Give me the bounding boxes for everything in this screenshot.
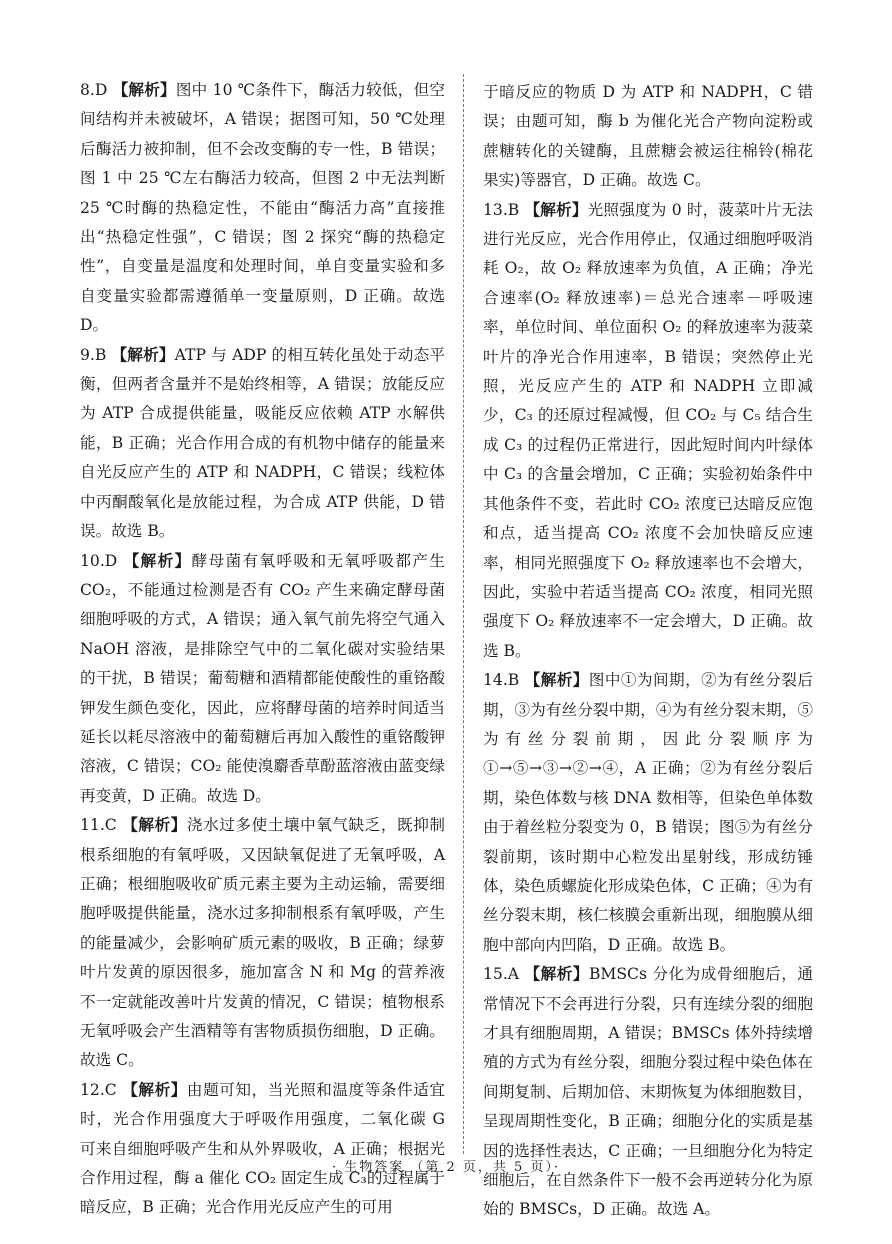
item-number: 12.C [80, 1080, 117, 1099]
item-number: 14.B [483, 671, 520, 690]
answer-item-9 [80, 341, 445, 547]
item-number: 10.D [80, 551, 118, 570]
analysis-tag: 【解析】 [123, 551, 192, 570]
item-number: 8.D [80, 81, 108, 99]
answer-item-11 [80, 811, 445, 1076]
item-text: ATP 与 ADP 的相互转化虽处于动态平衡，但两者含量并不是始终相等，A 错误；放能反应为 ATP 合成提供能量，吸能反应依赖 ATP 水解供能，B 正确；光合作用合成的有机物中储存的能量来自光反应产生的 ATP 和 NADPH，C 错误；线粒体中丙酮酸氧化是放能过程，为合成 ATP 供能，D 错误。故选 B。 [80, 345, 445, 541]
analysis-tag: 【解析】 [524, 671, 589, 690]
answer-item-10 [80, 547, 445, 812]
answer-item-8 [80, 76, 445, 341]
item-number: 15.A [483, 965, 520, 984]
answer-item-14 [483, 666, 813, 960]
left-column [80, 76, 445, 1223]
item-number: 9.B [80, 345, 107, 364]
answer-item-12-continuation: 于暗反应的物质 D 为 ATP 和 NADPH，C 错误；由题可知，酶 b 为催化光合产物向淀粉或蔗糖转化的关键酶，且蔗糖会被运往棉铃(棉花果实)等器官，D 正确。故选 C。 [483, 83, 813, 190]
item-number: 13.B [483, 200, 520, 219]
analysis-tag: 【解析】 [111, 345, 175, 364]
answer-item-15 [483, 960, 813, 1225]
analysis-tag: 【解析】 [524, 200, 588, 219]
item-text: 酵母菌有氧呼吸和无氧呼吸都产生 CO₂，不能通过检测是否有 CO₂ 产生来确定酵母菌细胞呼吸的方式，A 错误；通入氧气前先将空气通入 NaOH 溶液，是排除空气中的二氧化碳对实验结果的干扰，B 错误；葡萄糖和酒精都能使酸性的重铬酸钾发生颜色变化，因此，应将酵母菌的培养时间适当延长以耗尽溶液中的葡萄糖后再加入酸性的重铬酸钾溶液，C 错误；CO₂ 能使溴麝香草酚蓝溶液由蓝变绿再变黄，D 正确。故选 D。 [80, 551, 445, 805]
right-column [483, 78, 813, 1225]
answer-item-12 [80, 1076, 445, 1223]
item-number: 11.C [80, 816, 117, 835]
item-text: 图中 10 ℃条件下，酶活力较低，但空间结构并未被破坏，A 错误；据图可知，50 ℃处理后酶活力被抑制，但不会改变酶的专一性，B 错误；图 1 中 25 ℃左右酶活力较高，但图 2 中无法判断25 ℃时酶的热稳定性，不能由“酶活力高”直接推出“热稳定性强”，C 错误；图 2 探究“酶的热稳定性”，自变量是温度和处理时间，单自变量实验和多自变量实验都需遵循单一变量原则，D 正确。故选 D。 [80, 81, 445, 335]
analysis-tag: 【解析】 [122, 816, 187, 835]
column-divider [463, 74, 464, 1154]
analysis-tag: 【解析】 [524, 965, 589, 984]
item-text: BMSCs 分化为成骨细胞后，通常情况下不会再进行分裂，只有连续分裂的细胞才具有细胞周期，A 错误；BMSCs 体外持续增殖的方式为有丝分裂，细胞分裂过程中染色体在间期复制、后期加倍、末期恢复为体细胞数目，呈现周期性变化，B 正确；细胞分化的实质是基因的选择性表达，C 正确；一旦细胞分化为特定细胞后，在自然条件下一般不会再逆转分化为原始的 BMSCs，D 正确。故选 A。 [483, 965, 813, 1219]
item-text: 由题可知，当光照和温度等条件适宜时，光合作用强度大于呼吸作用强度，二氧化碳 G 可来自细胞呼吸产生和从外界吸收，A 正确；根据光合作用过程，酶 a 催化 CO₂ 固定生成 C₃的过程属于暗反应，B 正确；光合作用光反应产生的可用 [80, 1080, 445, 1217]
page-footer: · 生物答案 （第 2 页，共 5 页）· [331, 1160, 561, 1175]
item-text: 浇水过多使土壤中氧气缺乏，既抑制根系细胞的有氧呼吸，又因缺氧促进了无氧呼吸，A 正确；根细胞吸收矿质元素主要为主动运输，需要细胞呼吸提供能量，浇水过多抑制根系有氧呼吸，产生的能量减少，会影响矿质元素的吸收，B 正确；绿萝叶片发黄的原因很多，施加富含 N 和 Mg 的营养液不一定就能改善叶片发黄的情况，C 错误；植物根系无氧呼吸会产生酒精等有害物质损伤细胞，D 正确。故选 C。 [80, 816, 445, 1070]
analysis-tag: 【解析】 [112, 81, 176, 99]
item-text: 图中①为间期，②为有丝分裂后期，③为有丝分裂中期，④为有丝分裂末期，⑤为有丝分裂前期，因此分裂顺序为①→⑤→③→②→④，A 正确；②为有丝分裂后期，染色体数与核 DNA 数相等，但染色单体数由于着丝粒分裂变为 0，B 错误；图⑤为有丝分裂前期，该时期中心粒发出星射线，形成纺锤体，染色质螺旋化形成染色体，C 正确；④为有丝分裂末期，核仁核膜会重新出现，细胞膜从细胞中部向内凹陷，D 正确。故选 B。 [483, 671, 813, 954]
item-text: 光照强度为 0 时，菠菜叶片无法进行光反应，光合作用停止，仅通过细胞呼吸消耗 O₂，故 O₂ 释放速率为负值，A 正确；净光合速率(O₂ 释放速率)＝总光合速率－呼吸速率，单位时间、单位面积 O₂ 的释放速率为菠菜叶片的净光合作用速率，B 错误；突然停止光照，光反应产生的 ATP 和 NADPH 立即减少，C₃ 的还原过程减慢，但 CO₂ 与 C₅ 结合生成 C₃ 的过程仍正常进行，因此短时间内叶绿体中 C₃ 的含量会增加，C 正确；实验初始条件中其他条件不变，若此时 CO₂ 浓度已达暗反应饱和点，适当提高 CO₂ 浓度不会加快暗反应速率，相同光照强度下 O₂ 释放速率也不会增大，因此，实验中若适当提高 CO₂ 浓度，相同光照强度下 O₂ 释放速率不一定会增大，D 正确。故选 B。 [483, 200, 813, 660]
answer-item-13 [483, 196, 813, 667]
analysis-tag: 【解析】 [122, 1080, 187, 1099]
